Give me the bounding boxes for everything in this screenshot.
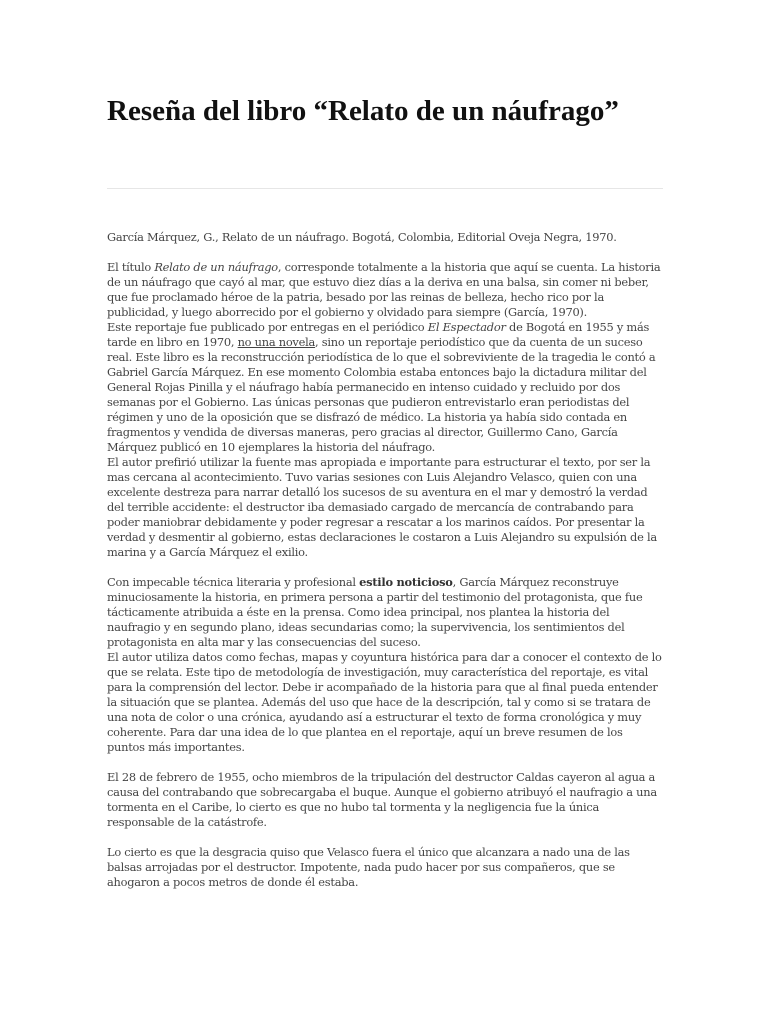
newspaper-name-italic: El Espectador xyxy=(427,320,506,334)
document-body xyxy=(107,230,663,890)
paragraph-5: El autor utiliza datos como fechas, mapas y coyuntura histórica para dar a conocer el contexto de lo que se relata. Este tipo de metodología de investigación, muy característica del reportaje, es vital para la comprensión del lector. Debe ir acompañado de la historia para que al final pueda entender la situación que se plantea. Además del uso que hace de la descripción, tal y como si se tratara de una nota de color o una crónica, ayudando así a estructurar el texto de forma cronológica y muy coherente. Para dar una idea de lo que plantea en el reportaje, aquí un breve resumen de los puntos más importantes. xyxy=(107,650,662,754)
paragraph-7: Lo cierto es que la desgracia quiso que Velasco fuera el único que alcanzara a nado una de las balsas arrojadas por el destructor. Impotente, nada pudo hacer por sus compañeros, que se ahogaron a pocos metros de donde él estaba. xyxy=(107,845,630,889)
paragraph-3: El autor prefirió utilizar la fuente mas apropiada e importante para estructurar el texto, por ser la mas cercana al acontecimiento. Tuvo varias sesiones con Luis Alejandro Velasco, quien con una excelente destreza para narrar detalló los sucesos de su aventura en el mar y demostró la verdad del terrible accidente: el destructor iba demasiado cargado de mercancía de contrabando para poder maniobrar debidamente y poder regresar a rescatar a los marinos caídos. Por presentar la verdad y desmentir al gobierno, estas declaraciones le costaron a Luis Alejandro su expulsión de la marina y a García Márquez el exilio. xyxy=(107,455,657,559)
paragraph-1: El título Relato de un náufrago, corresponde totalmente a la historia que aquí se cuenta. La historia de un náufrago que cayó al mar, que estuvo diez días a la deriva en una balsa, sin comer ni beber, que fue proclamado héroe de la patria, besado por las reinas de belleza, hecho rico por la publicidad, y luego aborrecido por el gobierno y olvidado para siempre (García, 1970). xyxy=(107,260,661,319)
underlined-phrase: no una novela xyxy=(237,335,316,349)
bold-phrase: estilo noticioso xyxy=(359,575,453,589)
paragraph-6: El 28 de febrero de 1955, ocho miembros de la tripulación del destructor Caldas cayeron al agua a causa del contrabando que sobrecargaba el buque. Aunque el gobierno atribuyó el naufragio a una tormenta en el Caribe, lo cierto es que no hubo tal tormenta y la negligencia fue la única responsable de la catástrofe. xyxy=(107,770,657,829)
book-title-italic: Relato de un náufrago xyxy=(154,260,278,274)
title-divider xyxy=(107,188,663,189)
paragraph-2: Este reportaje fue publicado por entregas en el periódico El Espectador de Bogotá en 1955 y más tarde en libro en 1970, no una novela, sino un reportaje periodístico que da cuenta de un suceso real. Este libro es la reconstrucción periodística de lo que el sobreviviente de la tragedia le contó a Gabriel García Márquez. En ese momento Colombia estaba entonces bajo la dictadura militar del General Rojas Pinilla y el náufrago había permanecido en intenso cuidado y recluido por dos semanas por el Gobierno. Las únicas personas que pudieron entrevistarlo eran periodistas del régimen y uno de la oposición que se disfrazó de médico. La historia ya había sido contada en fragmentos y vendida de diversas maneras, pero gracias al director, Guillermo Cano, García Márquez publicó en 10 ejemplares la historia del náufrago. xyxy=(107,320,656,454)
paragraph-4: Con impecable técnica literaria y profesional estilo noticioso, García Márquez reconstruye minuciosamente la historia, en primera persona a partir del testimonio del protagonista, que fue tácticamente atribuida a éste en la prensa. Como idea principal, nos plantea la historia del naufragio y en segundo plano, ideas secundarias como; la supervivencia, los sentimientos del protagonista en alta mar y las consecuencias del suceso. xyxy=(107,575,643,649)
citation: García Márquez, G., Relato de un náufrago. Bogotá, Colombia, Editorial Oveja Negra, 1970. xyxy=(107,230,617,244)
page-title: Reseña del libro “Relato de un náufrago” xyxy=(107,95,619,127)
